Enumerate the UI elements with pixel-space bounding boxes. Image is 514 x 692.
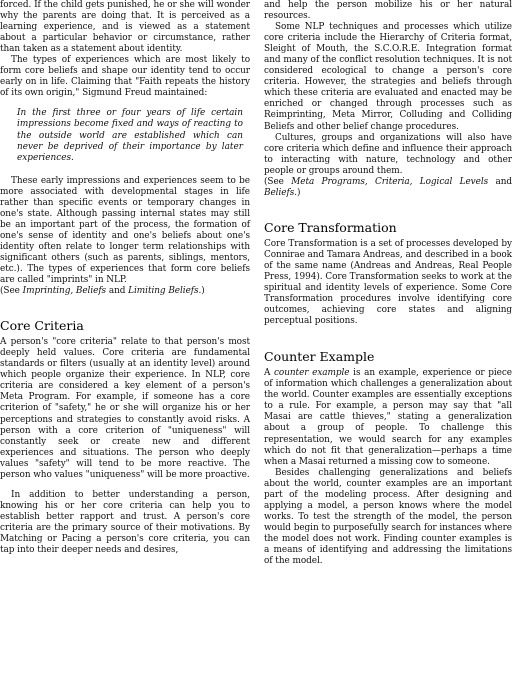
paragraph: Cultures, groups and organizations will also have core criteria which define and influence their approach to interacting with nature, technology and other people or groups around them.	[264, 132, 512, 176]
see-connector: and	[106, 286, 129, 297]
section-heading-counter-example: Counter Example	[264, 349, 375, 365]
paragraph: and help the person mobilize his or her natural resources.	[264, 0, 512, 22]
paragraph: These early impressions and experiences seem to be more associated with developmental stages in life rather than specific events or temporary changes in one's state. Although passing internal states may still be an important part of the process, the formation of one's sense of identity and one's beliefs about one's identity often relate to longer term relationships with significant others (such as parents, siblings, mentors, etc.). The types of experiences that form core beliefs are called "imprints" in NLP.	[0, 175, 250, 286]
section-heading-core-transformation: Core Transformation	[264, 219, 397, 235]
paragraph	[264, 368, 512, 467]
see-also-reference	[0, 286, 250, 297]
paragraph: forced. If the child gets punished, he or she will wonder why the parents are doing that. It is perceived as a learning experience, and is viewed as a statement about a particular behavior or circumstance, rather than taken as a statement about identity.	[0, 0, 250, 55]
block-quote: In the first three or four years of life certain impressions become fixed and ways of reacting to the outside world are established which can never be deprived of their importance by later experiences.	[17, 108, 243, 163]
paragraph: The types of experiences which are most likely to form core beliefs and shape our identity tend to occur early on in life. Claiming that "Faith repeats the history of its own origin," Sigmund Freud maintained:	[0, 55, 250, 99]
right-column	[264, 0, 512, 567]
paragraph: Some NLP techniques and processes which utilize core criteria include the Hierarchy of Criteria format, Sleight of Mouth, the S.C.O.R.E. Integration format and many of the conflict resolution techniques. It is not considered ecological to change a person's core criteria. However, the strategies and beliefs through which these criteria are evaluated and enacted may be enriched or changed through processes such as Reimprinting, Meta Mirror, Colluding and Colliding Beliefs and other belief change procedures.	[264, 22, 512, 132]
see-suffix: .)	[198, 286, 205, 297]
see-connector: and	[488, 176, 513, 187]
see-link-text: Limiting Beliefs	[128, 286, 199, 297]
see-prefix: (See	[264, 176, 292, 187]
see-link-text: Meta Programs, Criteria, Logical Levels	[291, 176, 489, 187]
see-suffix: .)	[294, 187, 301, 198]
text-run: is an example, experience or piece of information which challenges a generalization about the world. Counter examples are essentially exceptions to a rule. For example, a person may say that "all Masai are cattle thieves," stating a generalization about a group of people. To challenge this representation, we would search for any examples which do not fit that generalization—perhaps a time when a Masai returned a missing cow to someone.	[264, 368, 512, 467]
term-emphasis: counter example	[274, 368, 350, 379]
paragraph: A person's "core criteria" relate to that person's most deeply held values. Core criteria are fundamental standards or filters (usually at an identity level) around which people organize their experience. In NLP, core criteria are considered a key element of a person's Meta Program. For example, if someone has a core criterion of "safety," he or she will organize his or her perceptions and strategies to constantly avoid risks. A person with a core criterion of "uniqueness" will constantly seek or create new and different experiences and situations. The person who deeply values "safety" will tend to be more reactive. The person who values "uniqueness" will be more proactive.	[0, 337, 250, 480]
see-link-text: Imprinting, Beliefs	[22, 286, 107, 297]
paragraph: Besides challenging generalizations and beliefs about the world, counter examples are an important part of the modeling process. After designing and applying a model, a person knows where the model works. To test the strength of the model, the person would begin to purposefully search for instances where the model does not work. Finding counter examples is a means of identifying and addressing the limitations of the model.	[264, 467, 512, 567]
see-link-text: Beliefs	[264, 187, 295, 198]
text-run: A	[264, 368, 275, 379]
left-column	[0, 0, 250, 556]
see-prefix: (See	[0, 286, 23, 297]
paragraph: In addition to better understanding a person, knowing his or her core criteria can help you to establish better rapport and trust. A person's core criteria are the primary source of their motivations. By Matching or Pacing a person's core criteria, you can tap into their deeper needs and desires,	[0, 489, 250, 556]
section-heading-core-criteria: Core Criteria	[0, 318, 84, 334]
see-also-reference	[264, 177, 512, 199]
paragraph: Core Transformation is a set of processes developed by Connirae and Tamara Andreas, and described in a book of the same name (Andreas and Andreas, Real People Press, 1994). Core Transformation seeks to work at the spiritual and identity levels of experience. Some Core Transformation procedures involve identifying core outcomes, achieving core states and aligning perceptual positions.	[264, 238, 513, 327]
